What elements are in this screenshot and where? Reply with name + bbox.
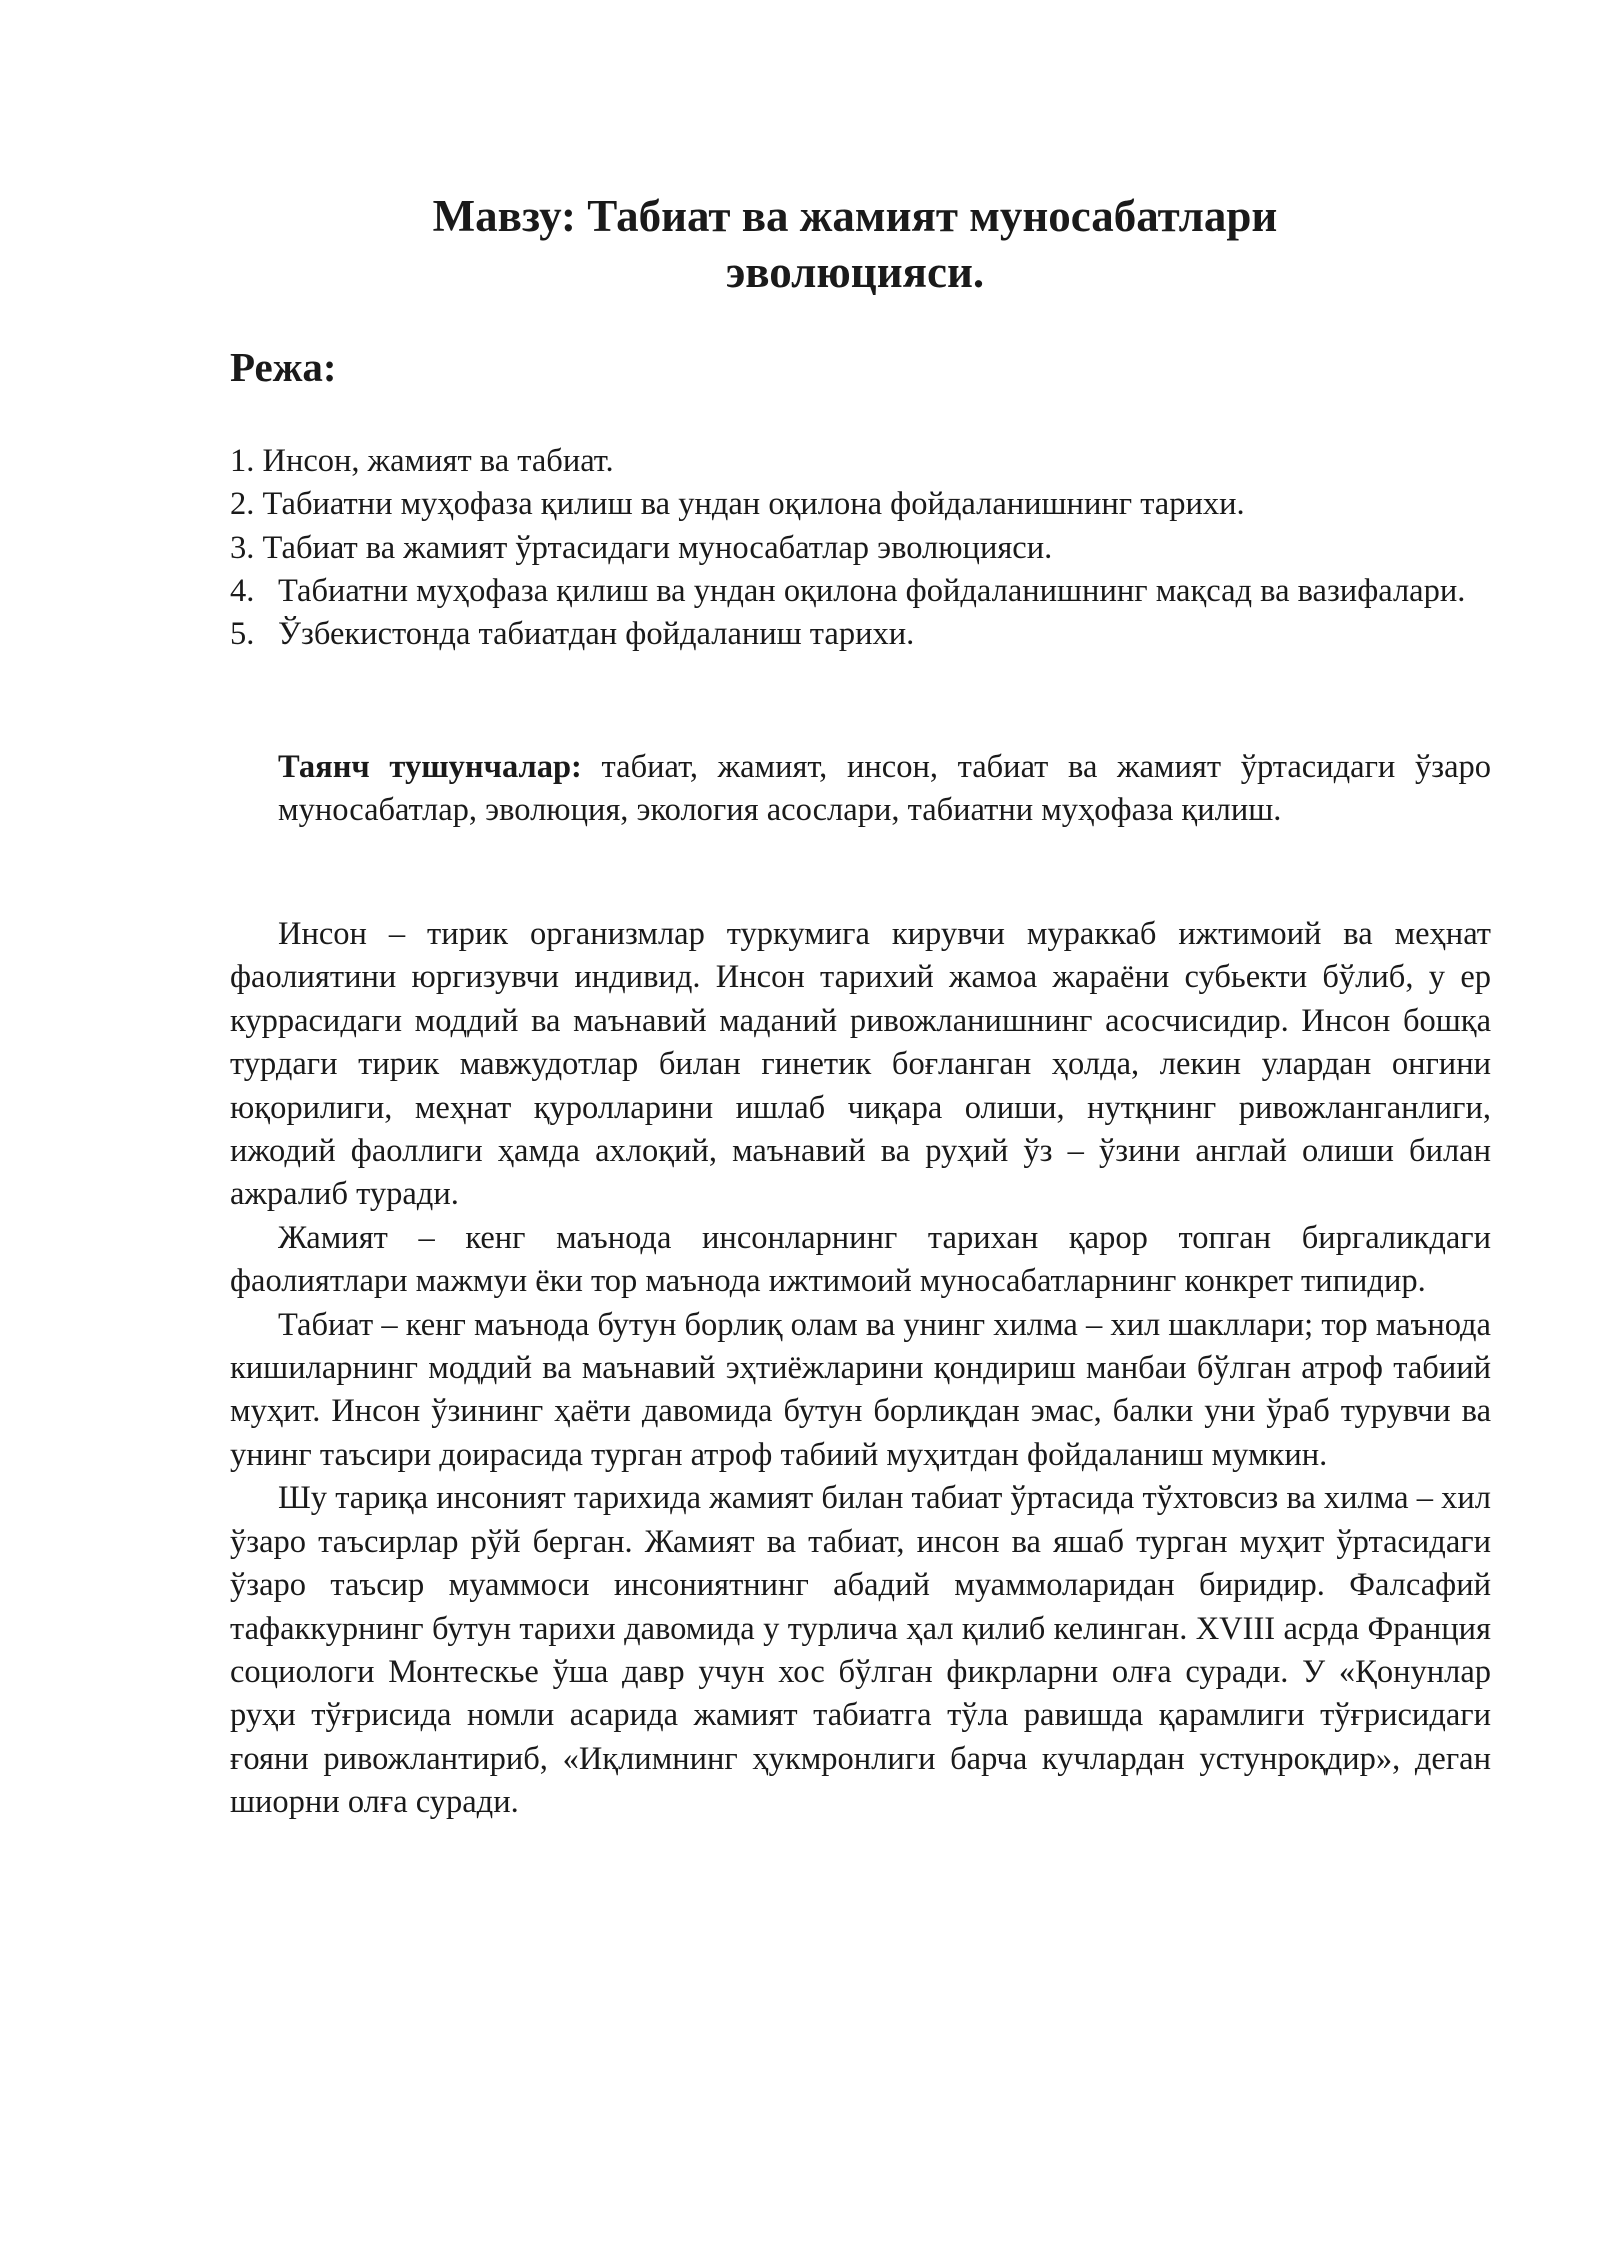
- paragraph-history: Шу тариқа инсоният тарихида жамият билан табиат ўртасида тўхтовсиз ва хилма – хил ўзаро таъсирлар рўй берган. Жамият ва табиат, инсон ва яшаб турган муҳит ўртасидаги ўзаро таъсир муаммоси инсониятнинг абадий муаммоларидан биридир. Фалсафий тафаккурнинг бутун тарихи давомида у турлича ҳал қилиб келинган. XVIII асрда Франция социологи Монтескье ўша давр учун хос бўлган фикрларни олға суради. У «Қонунлар руҳи тўғрисида номли асарида жамият табиатга тўла равишда қарамлиги тўғрисидаги ғояни ривожлантириб, «Иқлимнинг ҳукмронлиги барча кучлардан устунроқдир», деган шиорни олға суради.: [230, 1480, 1491, 1821]
- title-line-1: Мавзу: Табиат ва жамият муносабатлари: [432, 191, 1278, 241]
- plan-item-4-number: 4.: [230, 572, 255, 609]
- key-concepts-label: Таянч тушунчалар:: [278, 749, 582, 785]
- plan-item-4: [230, 570, 1490, 613]
- plan-list: [230, 440, 1490, 656]
- paragraph-nature: Табиат – кенг маънода бутун борлиқ олам ва унинг хилма – хил шакллари; тор маънода кишиларнинг моддий ва маънавий эҳтиёжларини қондириш манбаи бўлган атроф табиий муҳит. Инсон ўзининг ҳаёти давомида бутун борлиқдан эмас, балки уни ўраб турувчи ва унинг таъсири доирасида турган атроф табиий муҳитдан фойдаланиш мумкин.: [230, 1306, 1491, 1473]
- plan-item-1: 1. Инсон, жамият ва табиат.: [230, 443, 614, 479]
- title-line-2: эволюцияси.: [725, 247, 985, 297]
- key-concepts-text: табиат, жамият, инсон, табиат ва жамият ўртасидаги ўзаро муносабатлар, эволюция, экология асослари, табиатни муҳофаза қилиш.: [278, 749, 1491, 829]
- key-concepts: [278, 746, 1491, 833]
- plan-heading: Режа:: [230, 344, 337, 390]
- plan-item-5: [230, 613, 1490, 656]
- document-title: [230, 188, 1480, 300]
- paragraph-society: Жамият – кенг маънода инсонларнинг тарихан қарор топган биргаликдаги фаолиятлари мажмуи ёки тор маънода ижтимоий муносабатларнинг конкрет типидир.: [230, 1219, 1491, 1300]
- paragraph-human: Инсон – тирик организмлар туркумига кирувчи мураккаб ижтимоий ва меҳнат фаолиятини юргизувчи индивид. Инсон тарихий жамоа жараёни субьекти бўлиб, у ер куррасидаги моддий ва маънавий маданий ривожланишнинг асосчисидир. Инсон бошқа турдаги тирик мавжудотлар билан гинетик боғланган ҳолда, лекин улардан онгини юқорилиги, меҳнат қуролларини ишлаб чиқара олиши, нутқнинг ривожланганлиги, ижодий фаоллиги ҳамда ахлоқий, маънавий ва руҳий ўз – ўзини англай олиши билан ажралиб туради.: [230, 916, 1491, 1213]
- plan-item-2: 2. Табиатни муҳофаза қилиш ва ундан оқилона фойдаланишнинг тарихи.: [230, 486, 1245, 523]
- plan-item-5-number: 5.: [230, 616, 255, 653]
- plan-item-3: 3. Табиат ва жамият ўртасидаги муносабатлар эволюцияси.: [230, 529, 1053, 566]
- plan-item-5-text: Ўзбекистонда табиатдан фойдаланиш тарихи.: [278, 616, 915, 653]
- body-text: [230, 913, 1491, 1825]
- plan-item-4-text: Табиатни муҳофаза қилиш ва ундан оқилона фойдаланишнинг мақсад ва вазифалари.: [278, 572, 1466, 609]
